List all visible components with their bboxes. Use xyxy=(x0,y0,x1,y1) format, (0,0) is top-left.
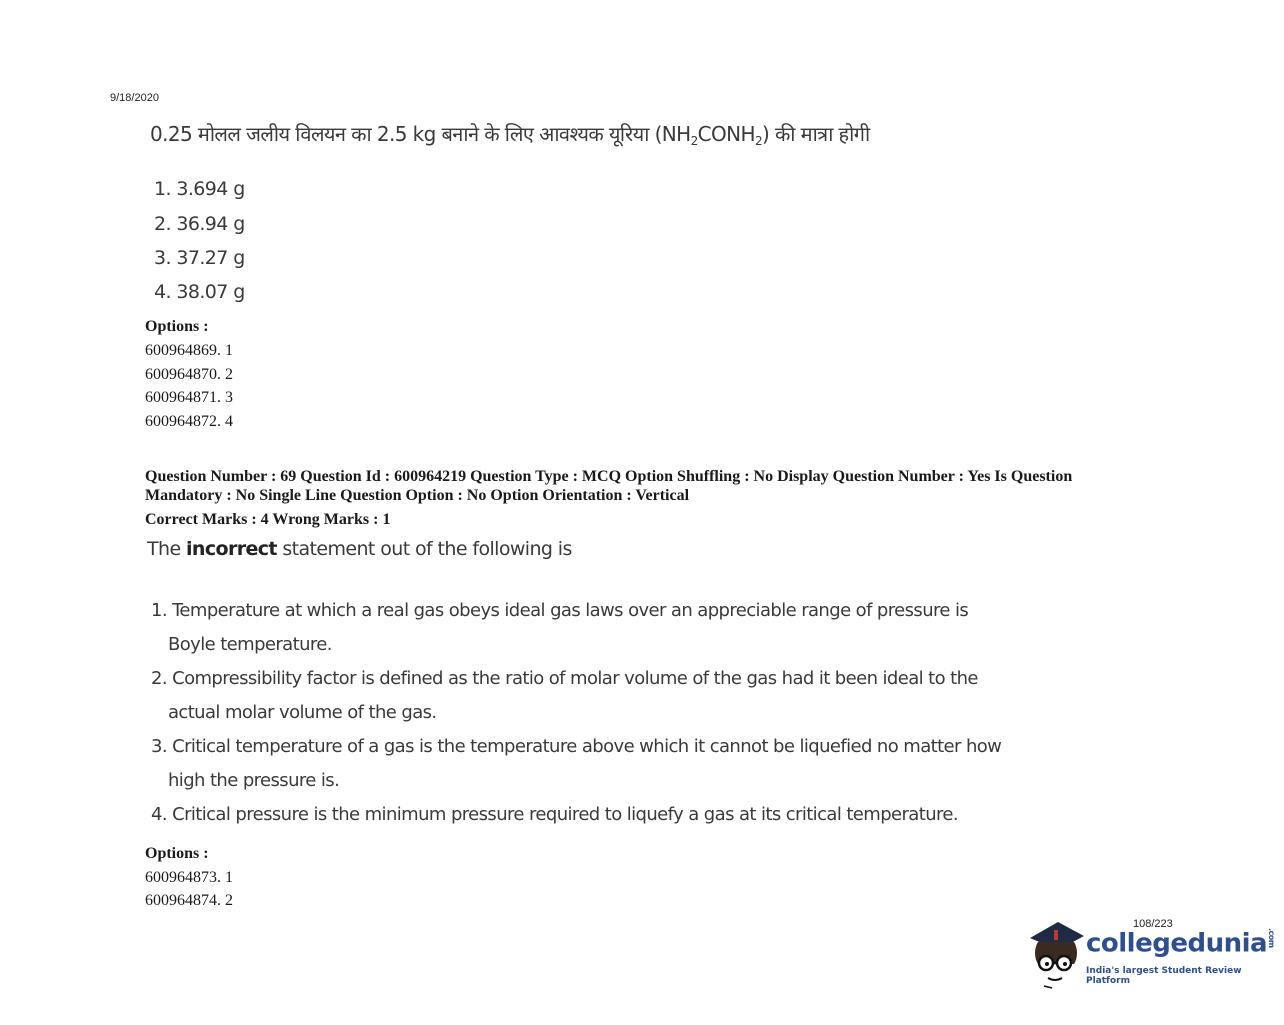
question-2-stem: The incorrect statement out of the following is xyxy=(147,538,572,560)
question-2-metadata xyxy=(145,467,1175,505)
question-2-meta-line-2: Mandatory : No Single Line Question Option : No Option Orientation : Vertical xyxy=(145,487,690,504)
question-1-options-label: Options : xyxy=(145,318,209,335)
page-number: 108/223 xyxy=(1133,918,1173,930)
question-2-option-id-2: 600964874. 2 xyxy=(145,892,233,909)
question-2-stem-emphasis: incorrect xyxy=(185,538,277,560)
question-1-option-id-2: 600964870. 2 xyxy=(145,366,233,383)
question-1-option-id-4: 600964872. 4 xyxy=(145,413,233,430)
question-1-choice-2: 2. 36.94 g xyxy=(154,213,245,235)
question-1-option-id-3: 600964871. 3 xyxy=(145,389,233,406)
brand-tagline: India's largest Student Review Platform xyxy=(1086,966,1242,986)
question-2-marks: Correct Marks : 4 Wrong Marks : 1 xyxy=(145,511,391,528)
question-1-choice-4: 4. 38.07 g xyxy=(154,281,245,303)
question-1-choice-1: 1. 3.694 g xyxy=(154,178,245,200)
question-1-option-id-1: 600964869. 1 xyxy=(145,342,233,359)
question-1-choice-3: 3. 37.27 g xyxy=(154,247,245,269)
statement-3-line-2: high the pressure is. xyxy=(168,770,340,791)
brand-logo-text: collegedunia.com xyxy=(1086,928,1277,959)
statement-3-line-1: 3. Critical temperature of a gas is the temperature above which it cannot be liquefied no matter how xyxy=(151,736,1002,757)
mascot-logo-icon xyxy=(1024,918,1088,990)
question-1-text: 0.25 मोलल जलीय विलयन का 2.5 kg बनाने के लिए आवश्यक यूरिया $(NH_2CONH_2)$ की मात्रा होगी xyxy=(150,122,870,148)
statement-2-line-1: 2. Compressibility factor is defined as the ratio of molar volume of the gas had it been ideal to the xyxy=(151,668,978,689)
statement-1-line-1: 1. Temperature at which a real gas obeys ideal gas laws over an appreciable range of pressure is xyxy=(151,600,969,621)
question-2-options-label: Options : xyxy=(145,845,209,862)
print-date: 9/18/2020 xyxy=(110,92,159,104)
question-2-statements xyxy=(151,594,1001,832)
question-2-meta-line-1: Question Number : 69 Question Id : 600964219 Question Type : MCQ Option Shuffling : No Display Question Number : Yes Is Question xyxy=(145,468,1073,485)
question-2-option-id-1: 600964873. 1 xyxy=(145,869,233,886)
statement-4-line-1: 4. Critical pressure is the minimum pressure required to liquefy a gas at its critical temperature. xyxy=(151,804,959,825)
statement-2-line-2: actual molar volume of the gas. xyxy=(168,702,437,723)
statement-1-line-2: Boyle temperature. xyxy=(168,634,332,655)
